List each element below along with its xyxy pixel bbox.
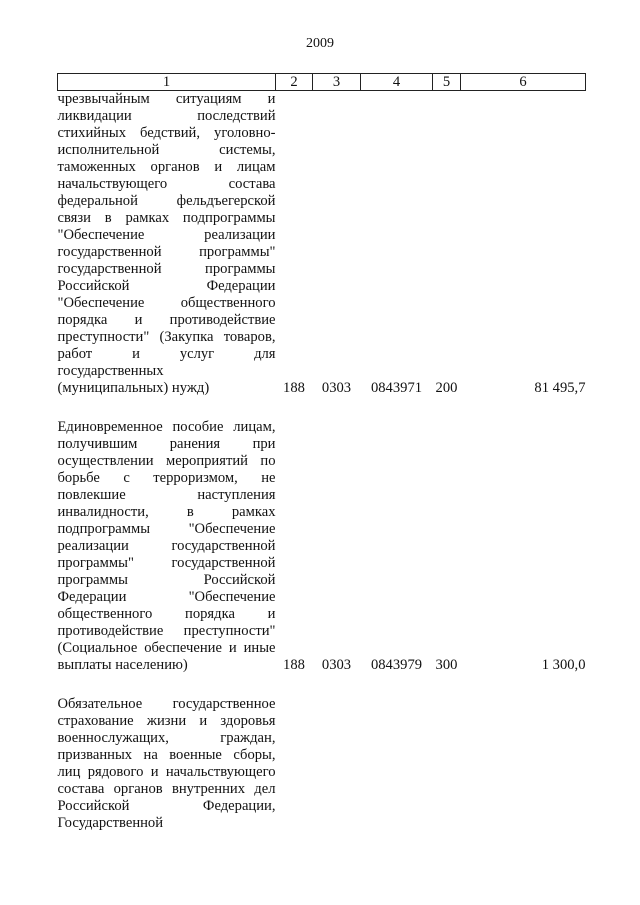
row-amount: 1 300,0 [541, 657, 586, 673]
row-ministry-code: 188 [283, 380, 305, 396]
header-col-6: 6 [461, 74, 586, 91]
row-expense-type: 200 [435, 380, 458, 396]
row-ministry-code: 188 [283, 657, 305, 673]
row-section-code [313, 674, 361, 832]
table-row [58, 397, 586, 674]
header-row [58, 74, 586, 91]
row-section-code: 0303 [321, 380, 352, 396]
row-description: Обязательное государственное страхование жизни и здоровья военнослужащих, граждан, призванных на военные сборы, лиц рядового и начальствующего состава органов внутренних дел Российской Федерации, Государственной [57, 696, 276, 831]
header-col-1: 1 [58, 74, 276, 91]
row-ministry-code [276, 674, 313, 832]
row-amount: 81 495,7 [534, 380, 586, 396]
row-target-code: 0843979 [370, 657, 423, 673]
table-row [58, 674, 586, 832]
row-amount [461, 674, 586, 832]
row-target-code: 0843971 [370, 380, 423, 396]
header-col-3: 3 [313, 74, 361, 91]
table-row [58, 91, 586, 398]
row-description: чрезвычайным ситуациям и ликвидации последствий стихийных бедствий, уголовно-исполнительной системы, таможенных органов и лицам начальствующего состава федеральной фельдъегерской связи в рамках подпрограммы "Обеспечение реализации государственной программы" государственной программы Российской Федерации "Обеспечение общественного порядка и противодействие преступности" (Закупка товаров, работ и услуг для государственных (муниципальных) нужд) [57, 91, 276, 396]
budget-table [57, 73, 586, 832]
row-section-code: 0303 [321, 657, 352, 673]
row-expense-type: 300 [435, 657, 458, 673]
row-target-code [361, 674, 433, 832]
header-col-5: 5 [433, 74, 461, 91]
header-col-2: 2 [276, 74, 313, 91]
header-col-4: 4 [361, 74, 433, 91]
row-expense-type [433, 674, 461, 832]
row-description: Единовременное пособие лицам, получившим ранения при осуществлении мероприятий по борьбе с терроризмом, не повлекшие наступления инвалидности, в рамках подпрограммы "Обеспечение реализации государственной программы" государственной программы Российской Федерации "Обеспечение общественного порядка и противодействие преступности" (Социальное обеспечение и иные выплаты населению) [57, 419, 276, 673]
page-number: 2009 [306, 36, 334, 51]
